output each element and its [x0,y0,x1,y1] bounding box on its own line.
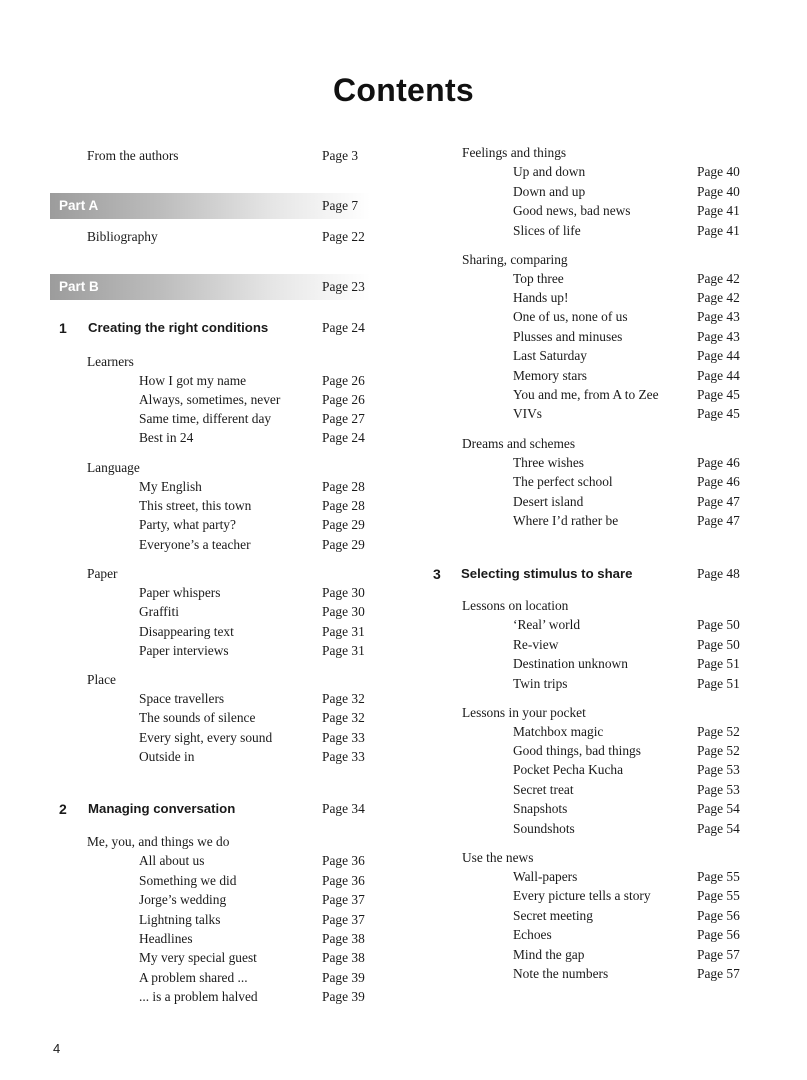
page-reference: Page 46 [697,455,740,470]
toc-entry [50,428,370,448]
toc-entry-title: Secret meeting [513,908,593,923]
page-reference: Page 45 [697,387,740,402]
toc-entry-title: Paper whispers [139,585,221,600]
toc-entry-title: ... is a problem halved [139,989,258,1004]
toc-entry [50,371,370,391]
toc-entry-title: Matchbox magic [513,724,604,739]
page-reference: Page 26 [322,373,365,388]
toc-entry [430,366,760,386]
chapter-title: Creating the right conditions [88,320,269,335]
page-reference: Page 42 [697,290,740,305]
part-heading-bar [50,193,370,219]
toc-entry-title: Best in 24 [139,430,194,445]
toc-group-heading [50,352,370,372]
toc-entry-title: Note the numbers [513,966,609,981]
toc-entry-title: Learners [87,354,134,369]
chapter-title: Selecting stimulus to share [461,566,633,581]
page-reference: Page 46 [697,474,740,489]
toc-entry-title: Where I’d rather be [513,513,619,528]
page-reference: Page 26 [322,392,365,407]
toc-entry-title: Always, sometimes, never [139,392,281,407]
page-reference: Page 27 [322,411,365,426]
page-title: Contents [332,72,475,108]
toc-entry-title: Top three [513,271,564,286]
toc-entry-title: Headlines [139,931,193,946]
page-reference: Page 29 [322,517,365,532]
page-reference: Page 53 [697,762,740,777]
page-reference: Page 40 [697,164,740,179]
page-reference: Page 32 [322,691,365,706]
page-reference: Page 56 [697,927,740,942]
page-reference: Page 45 [697,406,740,421]
toc-entry-title: Lightning talks [139,912,221,927]
page-reference: Page 42 [697,271,740,286]
toc-entry [50,890,370,910]
toc-group-heading [50,832,370,852]
toc-entry [50,496,370,516]
page-reference: Page 36 [322,873,365,888]
toc-entry-title: Use the news [462,850,534,865]
toc-entry-title: Jorge’s wedding [139,892,227,907]
page-reference: Page 32 [322,710,365,725]
toc-group-heading [430,848,760,868]
toc-entry-title: Destination unknown [513,656,628,671]
page-number: 4 [53,1041,61,1056]
page-reference: Page 24 [322,430,365,445]
toc-entry-title: Lessons on location [462,598,569,613]
toc-entry-title: From the authors [87,148,179,163]
page-reference: Page 31 [322,624,365,639]
toc-entry-title: Memory stars [513,368,588,383]
toc-entry [430,327,760,347]
toc-entry [50,622,370,642]
page-reference: Page 38 [322,931,365,946]
toc-entry-title: Echoes [513,927,552,942]
toc-entry-title: Pocket Pecha Kucha [513,762,624,777]
toc-entry [50,851,370,871]
toc-entry-title: Last Saturday [513,348,588,363]
page-reference: Page 53 [697,782,740,797]
page-reference: Page 56 [697,908,740,923]
toc-entry [430,867,760,887]
toc-entry-title: Hands up! [513,290,569,305]
toc-entry-title: Wall-papers [513,869,578,884]
toc-entry [430,780,760,800]
toc-entry [430,964,760,984]
toc-entry-title: Slices of life [513,223,581,238]
page-reference: Page 36 [322,853,365,868]
toc-entry-title: Place [87,672,116,687]
toc-entry-title: The perfect school [513,474,613,489]
page-reference: Page 34 [322,801,365,816]
page-reference: Page 37 [322,892,365,907]
toc-entry-title: Language [87,460,140,475]
toc-entry [50,929,370,949]
toc-entry-title: Outside in [139,749,195,764]
page-reference: Page 47 [697,494,740,509]
toc-entry [50,227,370,247]
page-reference: Page 51 [697,656,740,671]
toc-entry [430,201,760,221]
page-reference: Page 22 [322,229,365,244]
toc-entry-title: Feelings and things [462,145,567,160]
toc-entry [430,162,760,182]
toc-entry [430,945,760,965]
toc-group-heading [430,143,760,163]
toc-entry-title: This street, this town [139,498,252,513]
page-reference: Page 55 [697,869,740,884]
page-reference: Page 3 [322,148,359,163]
toc-entry [430,722,760,742]
toc-entry-title: Space travellers [139,691,225,706]
toc-entry-title: Same time, different day [139,411,272,426]
toc-entry [50,871,370,891]
toc-entry-title: Party, what party? [139,517,236,532]
toc-entry-title: Disappearing text [139,624,234,639]
chapter-number: 1 [59,320,67,336]
toc-entry-title: You and me, from A to Zee [513,387,659,402]
toc-entry [50,968,370,988]
chapter-heading [50,798,370,820]
chapter-number: 3 [433,566,441,582]
page-reference: Page 29 [322,537,365,552]
toc-entry-title: Secret treat [513,782,574,797]
toc-entry-title: How I got my name [139,373,247,388]
toc-entry [430,404,760,424]
toc-entry [50,641,370,661]
part-heading-label: Part B [59,279,99,294]
toc-entry [430,453,760,473]
toc-entry-title: Bibliography [87,229,158,244]
page-reference: Page 38 [322,950,365,965]
toc-entry-title: Soundshots [513,821,575,836]
toc-entry-title: All about us [139,853,205,868]
toc-entry-title: Good things, bad things [513,743,641,758]
toc-entry-title: Me, you, and things we do [87,834,230,849]
toc-entry [430,741,760,761]
toc-entry-title: Desert island [513,494,584,509]
page-reference: Page 52 [697,724,740,739]
chapter-title: Managing conversation [88,801,236,816]
toc-entry [430,819,760,839]
toc-entry [430,615,760,635]
toc-entry [50,602,370,622]
page-reference: Page 7 [322,198,359,213]
page-reference: Page 57 [697,966,740,981]
toc-entry-title: Snapshots [513,801,568,816]
page-reference: Page 52 [697,743,740,758]
toc-entry [430,674,760,694]
toc-entry [430,511,760,531]
toc-entry [50,689,370,709]
toc-entry [430,906,760,926]
toc-group-heading [50,564,370,584]
page-reference: Page 44 [697,368,740,383]
toc-entry-title: Lessons in your pocket [462,705,586,720]
page-reference: Page 39 [322,989,365,1004]
page-reference: Page 57 [697,947,740,962]
page-reference: Page 41 [697,223,740,238]
toc-entry [50,728,370,748]
page-reference: Page 43 [697,329,740,344]
toc-entry [430,385,760,405]
page-reference: Page 54 [697,801,740,816]
page-reference: Page 30 [322,585,365,600]
toc-entry [430,635,760,655]
toc-entry [430,182,760,202]
toc-entry [430,221,760,241]
toc-entry-title: Mind the gap [513,947,585,962]
page-reference: Page 39 [322,970,365,985]
page-reference: Page 55 [697,888,740,903]
toc-entry-title: My very special guest [139,950,257,965]
toc-entry [50,146,370,166]
toc-entry [430,346,760,366]
toc-entry-title: VIVs [513,406,543,421]
toc-entry [50,535,370,555]
toc-entry [430,925,760,945]
toc-entry-title: Dreams and schemes [462,436,576,451]
page-reference: Page 37 [322,912,365,927]
toc-entry-title: My English [139,479,202,494]
toc-entry [50,987,370,1007]
toc-entry [50,390,370,410]
page-reference: Page 33 [322,749,365,764]
toc-entry [50,409,370,429]
toc-entry-title: Paper interviews [139,643,229,658]
toc-entry-title: A problem shared ... [139,970,248,985]
page-reference: Page 47 [697,513,740,528]
page-reference: Page 48 [697,566,740,581]
page-reference: Page 41 [697,203,740,218]
toc-entry-title: Every sight, every sound [139,730,273,745]
page-reference: Page 50 [697,637,740,652]
toc-entry-title: Twin trips [513,676,568,691]
toc-group-heading [50,458,370,478]
toc-entry [430,492,760,512]
toc-entry-title: Sharing, comparing [462,252,568,267]
page-reference: Page 51 [697,676,740,691]
page-reference: Page 44 [697,348,740,363]
toc-group-heading [50,670,370,690]
toc-entry-title: Something we did [139,873,237,888]
page-reference: Page 28 [322,498,365,513]
page-reference: Page 54 [697,821,740,836]
toc-entry [50,515,370,535]
part-heading-label: Part A [59,198,99,213]
page-reference: Page 43 [697,309,740,324]
toc-entry [50,708,370,728]
toc-group-heading [430,703,760,723]
toc-entry [50,747,370,767]
toc-group-heading [430,596,760,616]
toc-entry-title: Everyone’s a teacher [139,537,251,552]
toc-group-heading [430,434,760,454]
chapter-number: 2 [59,801,67,817]
toc-entry-title: Graffiti [139,604,179,619]
toc-entry [430,760,760,780]
page-reference: Page 33 [322,730,365,745]
toc-entry-title: Down and up [513,184,586,199]
toc-entry-title: Paper [87,566,118,581]
part-heading-bar [50,274,370,300]
toc-entry [50,583,370,603]
toc-entry-title: Every picture tells a story [513,888,651,903]
toc-entry-title: Good news, bad news [513,203,631,218]
page-reference: Page 23 [322,279,365,294]
toc-entry-title: ‘Real’ world [513,617,581,632]
page-reference: Page 30 [322,604,365,619]
toc-group-heading [430,250,760,270]
page-reference: Page 28 [322,479,365,494]
toc-entry [430,472,760,492]
toc-entry-title: Plusses and minuses [513,329,623,344]
toc-entry [50,948,370,968]
chapter-heading [50,317,370,339]
toc-entry [430,307,760,327]
toc-entry [430,288,760,308]
toc-entry [50,477,370,497]
toc-entry [50,910,370,930]
page-reference: Page 24 [322,320,365,335]
page-reference: Page 40 [697,184,740,199]
toc-entry [430,886,760,906]
page-reference: Page 50 [697,617,740,632]
toc-entry-title: Three wishes [513,455,585,470]
toc-entry [430,799,760,819]
page-reference: Page 31 [322,643,365,658]
chapter-heading [430,563,760,585]
toc-entry-title: The sounds of silence [139,710,256,725]
toc-entry [430,269,760,289]
toc-entry [430,654,760,674]
toc-entry-title: Re-view [513,637,559,652]
toc-entry-title: Up and down [513,164,586,179]
toc-entry-title: One of us, none of us [513,309,628,324]
